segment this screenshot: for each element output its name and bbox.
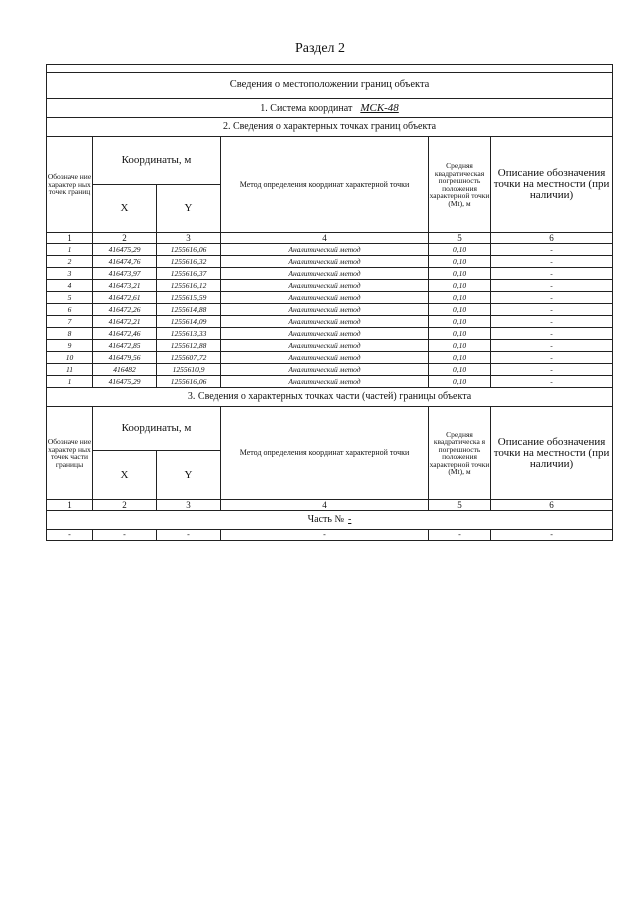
point-y: 1255614,88 — [157, 304, 221, 316]
point-x: 416472,21 — [93, 316, 157, 328]
top-spacer-row — [47, 65, 613, 73]
point-error: 0,10 — [429, 244, 491, 256]
point-error: 0,10 — [429, 316, 491, 328]
point-error: 0,10 — [429, 292, 491, 304]
point-description: - — [491, 316, 613, 328]
point-method: Аналитический метод — [221, 280, 429, 292]
point-method: Аналитический метод — [221, 376, 429, 388]
s3-column-number: 6 — [491, 500, 613, 511]
point-number: 11 — [47, 364, 93, 376]
point-y: 1255607,72 — [157, 352, 221, 364]
table-row — [47, 340, 613, 352]
point-x: 416474,76 — [93, 256, 157, 268]
section-2-title: 2. Сведения о характерных точках границ объекта — [47, 118, 613, 137]
point-number: 1 — [47, 376, 93, 388]
table-row — [47, 292, 613, 304]
point-description: - — [491, 328, 613, 340]
table-heading-row — [47, 73, 613, 99]
point-y: 1255612,88 — [157, 340, 221, 352]
s3-header-row-1 — [47, 407, 613, 451]
section-3-title: 3. Сведения о характерных точках части (частей) границы объекта — [47, 388, 613, 407]
crs-label: 1. Система координат — [260, 102, 353, 114]
point-error: 0,10 — [429, 268, 491, 280]
point-description: - — [491, 376, 613, 388]
point-error: 0,10 — [429, 280, 491, 292]
part-label: Часть № — [307, 514, 345, 525]
table-row — [47, 256, 613, 268]
point-y: 1255610,9 — [157, 364, 221, 376]
table-row — [47, 244, 613, 256]
table-row — [47, 530, 613, 541]
point-number: 5 — [47, 292, 93, 304]
s2-column-number: 4 — [221, 233, 429, 244]
s3-column-number: 3 — [157, 500, 221, 511]
part-point-x: - — [93, 530, 157, 541]
s3-column-number: 5 — [429, 500, 491, 511]
point-number: 6 — [47, 304, 93, 316]
point-error: 0,10 — [429, 340, 491, 352]
s3-column-number: 1 — [47, 500, 93, 511]
s2-column-number: 6 — [491, 233, 613, 244]
point-y: 1255614,09 — [157, 316, 221, 328]
s2-col-coordinates: Координаты, м — [93, 137, 221, 185]
s2-column-number: 1 — [47, 233, 93, 244]
point-description: - — [491, 256, 613, 268]
point-y: 1255616,06 — [157, 376, 221, 388]
point-x: 416475,29 — [93, 376, 157, 388]
table-row — [47, 316, 613, 328]
s3-column-numbers-row — [47, 500, 613, 511]
table-row — [47, 280, 613, 292]
part-title-row — [47, 511, 613, 530]
point-x: 416472,85 — [93, 340, 157, 352]
table-row — [47, 364, 613, 376]
point-method: Аналитический метод — [221, 268, 429, 280]
point-x: 416473,21 — [93, 280, 157, 292]
s2-column-number: 2 — [93, 233, 157, 244]
point-description: - — [491, 268, 613, 280]
s2-col-method: Метод определения координат характерной точки — [221, 137, 429, 233]
point-method: Аналитический метод — [221, 352, 429, 364]
crs-value: МСК-48 — [360, 101, 399, 114]
section-2-title-row — [47, 118, 613, 137]
point-error: 0,10 — [429, 328, 491, 340]
s2-column-numbers-row — [47, 233, 613, 244]
point-description: - — [491, 244, 613, 256]
point-description: - — [491, 292, 613, 304]
point-number: 10 — [47, 352, 93, 364]
point-number: 4 — [47, 280, 93, 292]
point-x: 416482 — [93, 364, 157, 376]
point-description: - — [491, 304, 613, 316]
part-point-description: - — [491, 530, 613, 541]
crs-row — [47, 99, 613, 118]
part-number: - — [348, 514, 352, 525]
s2-col-x: X — [93, 185, 157, 233]
s3-col-designation: Обозначе ние характер ных точек части границы — [47, 407, 93, 500]
table-row — [47, 328, 613, 340]
point-error: 0,10 — [429, 304, 491, 316]
s3-column-number: 2 — [93, 500, 157, 511]
s2-col-error: Средняя квадратическая погрешность положения характерной точки (Mt), м — [429, 137, 491, 233]
part-point-number: - — [47, 530, 93, 541]
point-error: 0,10 — [429, 364, 491, 376]
point-description: - — [491, 364, 613, 376]
s2-column-number: 5 — [429, 233, 491, 244]
point-method: Аналитический метод — [221, 316, 429, 328]
point-method: Аналитический метод — [221, 340, 429, 352]
s3-col-x: X — [93, 451, 157, 500]
point-x: 416472,26 — [93, 304, 157, 316]
s3-col-y: Y — [157, 451, 221, 500]
point-x: 416473,97 — [93, 268, 157, 280]
point-y: 1255616,06 — [157, 244, 221, 256]
point-method: Аналитический метод — [221, 256, 429, 268]
table-heading: Сведения о местоположении границ объекта — [47, 73, 613, 99]
boundary-coordinates-table — [46, 64, 613, 541]
point-number: 9 — [47, 340, 93, 352]
s3-col-method: Метод определения координат характерной точки — [221, 407, 429, 500]
point-error: 0,10 — [429, 376, 491, 388]
point-method: Аналитический метод — [221, 292, 429, 304]
page-title: Раздел 2 — [294, 41, 346, 56]
point-y: 1255616,32 — [157, 256, 221, 268]
point-error: 0,10 — [429, 352, 491, 364]
s3-column-number: 4 — [221, 500, 429, 511]
point-x: 416472,46 — [93, 328, 157, 340]
s2-col-description: Описание обозначения точки на местности (при наличии) — [491, 137, 613, 233]
point-y: 1255616,37 — [157, 268, 221, 280]
s2-column-number: 3 — [157, 233, 221, 244]
point-x: 416475,29 — [93, 244, 157, 256]
point-number: 1 — [47, 244, 93, 256]
point-method: Аналитический метод — [221, 328, 429, 340]
table-row — [47, 352, 613, 364]
part-point-method: - — [221, 530, 429, 541]
point-y: 1255615,59 — [157, 292, 221, 304]
point-error: 0,10 — [429, 256, 491, 268]
part-point-error: - — [429, 530, 491, 541]
point-number: 8 — [47, 328, 93, 340]
s2-col-designation: Обозначе ние характер ных точек границ — [47, 137, 93, 233]
table-row — [47, 268, 613, 280]
s2-header-row-1 — [47, 137, 613, 185]
point-x: 416479,56 — [93, 352, 157, 364]
point-number: 3 — [47, 268, 93, 280]
point-y: 1255616,12 — [157, 280, 221, 292]
point-number: 7 — [47, 316, 93, 328]
s3-col-description: Описание обозначения точки на местности (при наличии) — [491, 407, 613, 500]
point-description: - — [491, 280, 613, 292]
point-number: 2 — [47, 256, 93, 268]
point-y: 1255613,33 — [157, 328, 221, 340]
point-description: - — [491, 352, 613, 364]
point-method: Аналитический метод — [221, 304, 429, 316]
part-point-y: - — [157, 530, 221, 541]
point-x: 416472,61 — [93, 292, 157, 304]
s3-col-error: Средняя квадратическа я погрешность положения характерной точки (Mt), м — [429, 407, 491, 500]
point-method: Аналитический метод — [221, 244, 429, 256]
table-row — [47, 304, 613, 316]
s3-col-coordinates: Координаты, м — [93, 407, 221, 451]
s2-col-y: Y — [157, 185, 221, 233]
point-description: - — [491, 340, 613, 352]
point-method: Аналитический метод — [221, 364, 429, 376]
table-row — [47, 376, 613, 388]
section-3-title-row — [47, 388, 613, 407]
